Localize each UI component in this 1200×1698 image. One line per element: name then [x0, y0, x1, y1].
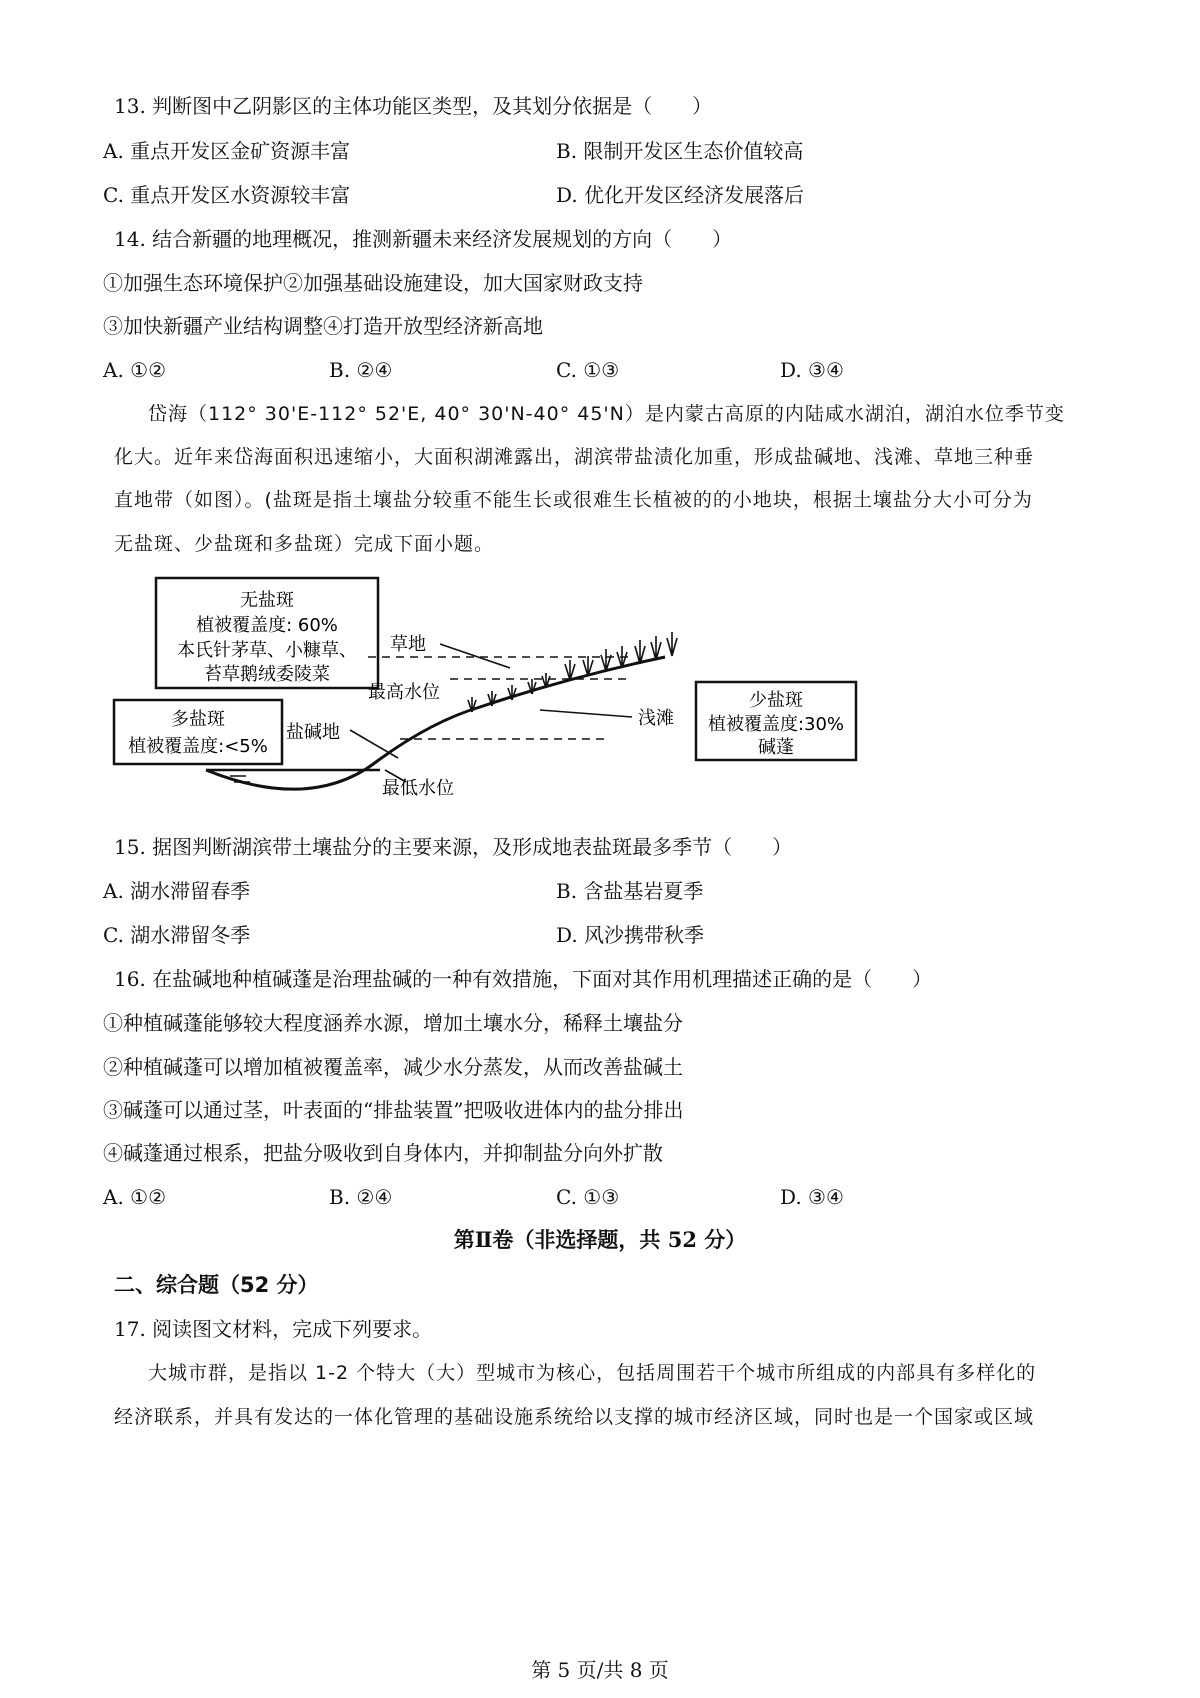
material-line-2: 化大。近年来岱海面积迅速缩小，大面积湖滩露出，湖滨带盐渍化加重，形成盐碱地、浅滩、草地三种垂: [114, 446, 1035, 468]
material-line-4: 无盐斑、少盐斑和多盐斑）完成下面小题。: [114, 533, 495, 555]
label-shoal: 浅滩: [638, 708, 674, 729]
q14-option-d: D. ③④: [780, 358, 844, 382]
label-lowest-water: 最低水位: [382, 778, 454, 799]
box-many-salt-title: 多盐斑: [171, 709, 225, 730]
q15-stem: 15. 据图判断湖滨带土壤盐分的主要来源，及形成地表盐斑最多季节（ ）: [114, 835, 793, 859]
q16-item-3: ③碱蓬可以通过茎，叶表面的“排盐装置”把吸收进体内的盐分排出: [103, 1098, 684, 1122]
q17-stem: 17. 阅读图文材料，完成下列要求。: [114, 1317, 433, 1341]
leader-shoal: [540, 710, 632, 717]
section-heading-comprehensive: 二、综合题（52 分）: [114, 1273, 319, 1297]
q15-option-d: D. 风沙携带秋季: [556, 923, 705, 947]
q13-option-a: A. 重点开发区金矿资源丰富: [103, 139, 351, 163]
q13-stem: 13. 判断图中乙阴影区的主体功能区类型，及其划分依据是（ ）: [114, 94, 713, 118]
part2-title: 第Ⅱ卷（非选择题，共 52 分）: [453, 1227, 747, 1252]
q16-option-c: C. ①③: [556, 1185, 620, 1209]
q16-item-2: ②种植碱蓬可以增加植被覆盖率，减少水分蒸发，从而改善盐碱土: [103, 1055, 683, 1079]
q17-line-2: 经济联系，并具有发达的一体化管理的基础设施系统给以支撑的城市经济区域，同时也是一个国家或区域: [114, 1406, 1035, 1428]
grass-tufts: [565, 632, 677, 680]
lakeshore-zonation-figure: [100, 572, 880, 812]
label-saline-land: 盐碱地: [286, 722, 340, 743]
box-few-salt-cover: 植被覆盖度:30%: [707, 714, 845, 735]
q14-option-c: C. ①③: [556, 358, 620, 382]
box-few-salt-plant: 碱蓬: [758, 737, 794, 758]
material-line-3: 直地带（如图）。(盐斑是指土壤盐分较重不能生长或很难生长植被的的小地块，根据土壤盐分大小可分为: [114, 489, 1033, 511]
q15-option-c: C. 湖水滞留冬季: [103, 923, 251, 947]
box-many-salt-cover: 植被覆盖度:<5%: [128, 736, 268, 757]
q14-option-b: B. ②④: [329, 358, 393, 382]
q14-stem: 14. 结合新疆的地理概况，推测新疆未来经济发展规划的方向（ ）: [114, 227, 733, 251]
label-grassland: 草地: [390, 634, 426, 655]
label-highest-water: 最高水位: [368, 682, 440, 703]
q13-option-b: B. 限制开发区生态价值较高: [556, 139, 804, 163]
box-no-salt-species-2: 苔草鹅绒委陵菜: [204, 664, 330, 685]
q16-option-d: D. ③④: [780, 1185, 844, 1209]
page-number-footer: 第 5 页/共 8 页: [531, 1658, 669, 1682]
material-line-1: 岱海（112° 30'E-112° 52'E, 40° 30'N-40° 45'N）是内蒙古高原的内陆咸水湖泊，湖泊水位季节变: [148, 403, 1065, 425]
leader-grass: [440, 644, 510, 668]
q17-line-1: 大城市群，是指以 1-2 个特大（大）型城市为核心，包括周围若干个城市所组成的内部具有多样化的: [148, 1362, 1037, 1384]
leader-saline: [350, 730, 398, 758]
q15-option-b: B. 含盐基岩夏季: [556, 879, 704, 903]
q16-stem: 16. 在盐碱地种植碱蓬是治理盐碱的一种有效措施，下面对其作用机理描述正确的是（ ）: [114, 967, 933, 991]
q16-option-b: B. ②④: [329, 1185, 393, 1209]
q16-option-a: A. ①②: [103, 1185, 167, 1209]
q14-item-1: ①加强生态环境保护②加强基础设施建设，加大国家财政支持: [103, 271, 643, 295]
box-no-salt-title: 无盐斑: [240, 590, 294, 611]
q16-item-1: ①种植碱蓬能够较大程度涵养水源，增加土壤水分，稀释土壤盐分: [103, 1011, 683, 1035]
q13-option-d: D. 优化开发区经济发展落后: [556, 183, 805, 207]
box-no-salt-species-1: 本氏针茅草、小糠草、: [177, 640, 357, 661]
box-few-salt-title: 少盐斑: [749, 690, 803, 711]
box-no-salt-cover: 植被覆盖度: 60%: [196, 615, 338, 636]
q15-option-a: A. 湖水滞留春季: [103, 879, 251, 903]
q16-item-4: ④碱蓬通过根系，把盐分吸收到自身体内，并抑制盐分向外扩散: [103, 1141, 663, 1165]
q13-option-c: C. 重点开发区水资源较丰富: [103, 183, 351, 207]
q14-option-a: A. ①②: [103, 358, 167, 382]
q14-item-2: ③加快新疆产业结构调整④打造开放型经济新高地: [103, 314, 543, 338]
